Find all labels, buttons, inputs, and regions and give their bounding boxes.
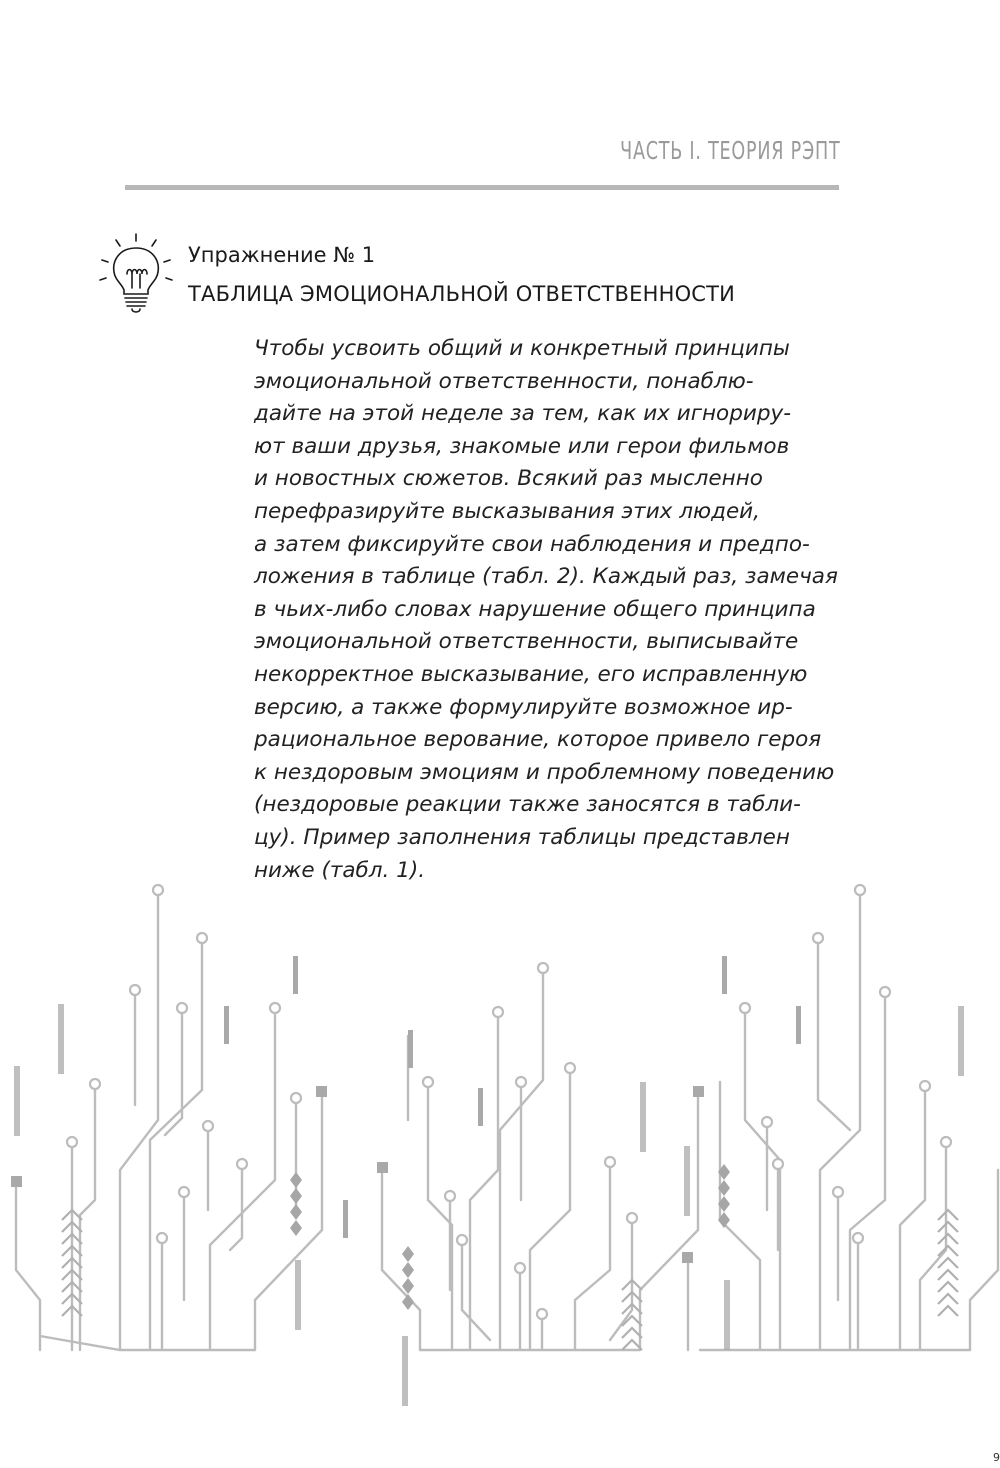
exercise-title: ТАБЛИЦА ЭМОЦИОНАЛЬНОЙ ОТВЕТСТВЕННОСТИ — [188, 282, 736, 306]
body-line: к нездоровым эмоциям и проблемному поведению — [254, 759, 835, 785]
header-rule — [125, 185, 839, 190]
body-line: некорректное высказывание, его исправленную — [254, 661, 808, 687]
body-line: эмоциональной ответственности, выписывайте — [254, 629, 799, 655]
running-head: ЧАСТЬ I. ТЕОРИЯ РЭПТ — [619, 136, 840, 165]
body-line: ложения в таблице (табл. 2). Каждый раз, замечая — [254, 564, 838, 590]
body-line: (нездоровые реакции также заносятся в табли- — [254, 792, 801, 818]
body-line: ют ваши друзья, знакомые или герои фильмов — [254, 433, 790, 459]
page-number: 9 — [993, 1451, 1000, 1464]
exercise-label: Упражнение № 1 — [188, 243, 376, 267]
body-line: ниже (табл. 1). — [254, 857, 426, 883]
body-line: рациональное верование, которое привело героя — [254, 727, 822, 753]
body-line: цу). Пример заполнения таблицы представлен — [254, 824, 790, 850]
body-line: дайте на этой неделе за тем, как их игнориру- — [254, 401, 791, 427]
circuit-decoration — [0, 870, 1000, 1430]
body-line: эмоциональной ответственности, понаблю- — [254, 368, 754, 394]
body-line: версию, а также формулируйте возможное ир- — [254, 694, 793, 720]
body-line: Чтобы усвоить общий и конкретный принципы — [254, 336, 790, 361]
body-line: перефразируйте высказывания этих людей, — [254, 498, 760, 524]
body-line: а затем фиксируйте свои наблюдения и предпо- — [254, 531, 810, 557]
body-line: и новостных сюжетов. Всякий раз мысленно — [254, 466, 763, 492]
lightbulb-icon — [96, 230, 176, 320]
exercise-body — [254, 333, 854, 887]
body-line: в чьих-либо словах нарушение общего принципа — [254, 596, 816, 622]
